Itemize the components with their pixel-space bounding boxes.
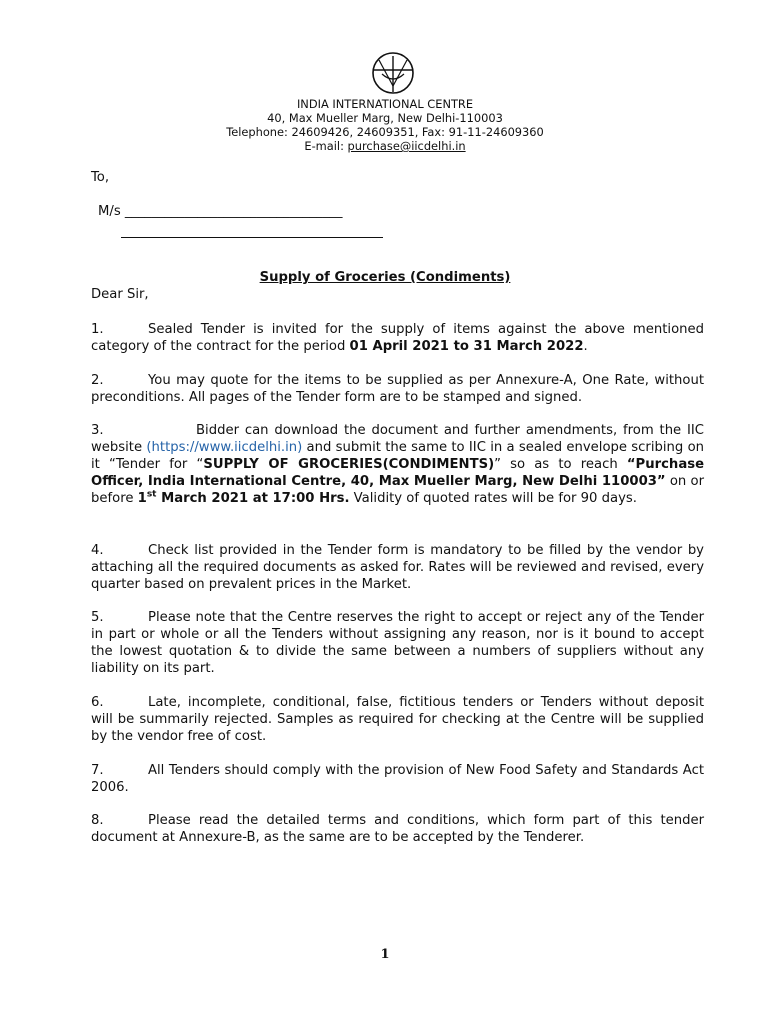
page-number: 1 <box>380 947 390 962</box>
paragraph-text: You may quote for the items to be supplied as per Annexure-A, One Rate, without preconditions. All pages of the Tender form are to be stamped and signed. <box>91 373 704 405</box>
org-address: 40, Max Mueller Marg, New Delhi-110003 <box>267 111 503 125</box>
deadline-date: March 2021 at 17:00 Hrs. <box>156 491 350 506</box>
salutation: Dear Sir, <box>91 287 149 302</box>
paragraph-text: Please note that the Centre reserves the right to accept or reject any of the Tender in part or whole or all the Tenders without assigning any reason, nor is it bound to accept the lowest quotation & to divide the same between a numbers of suppliers without any liability on its part. <box>91 610 704 676</box>
paragraph-number: 6. <box>91 695 104 710</box>
deadline-day: 1 <box>137 491 147 506</box>
letterhead <box>0 97 770 153</box>
paragraph-text: Sealed Tender is invited for the supply of items against the above mentioned category of the contract for the period <box>91 322 704 354</box>
contract-period: 01 April 2021 to 31 March 2022 <box>349 339 584 354</box>
email-label: E-mail: <box>304 139 348 153</box>
paragraph-text: Please read the detailed terms and conditions, which form part of this tender document at Annexure-B, as the same are to be accepted by the Tenderer. <box>91 813 704 845</box>
iic-emblem-logo <box>370 50 416 96</box>
paragraph-number: 1. <box>91 322 104 337</box>
paragraph-8 <box>91 812 704 846</box>
paragraph-5 <box>91 609 704 677</box>
paragraph-number: 8. <box>91 813 104 828</box>
paragraph-text: ” so as to reach <box>494 457 627 472</box>
paragraph-text: Validity of quoted rates will be for 90 days. <box>349 491 637 506</box>
paragraph-7 <box>91 762 704 796</box>
paragraph-1 <box>91 321 704 355</box>
paragraph-text: Check list provided in the Tender form is mandatory to be filled by the vendor by attaching all the required documents as asked for. Rates will be reviewed and revised, every quarter based on prevalent prices in the Market. <box>91 543 704 592</box>
website-link[interactable]: (https://www.iicdelhi.in) <box>146 440 303 455</box>
paragraph-text: and submit the same to IIC in a sealed envelope scribing on it “Tender for “ <box>91 440 704 472</box>
org-name: INDIA INTERNATIONAL CENTRE <box>296 97 474 111</box>
paragraph-text: on or before <box>91 474 704 506</box>
submission-address: “Purchase Officer, India International Centre, 40, Max Mueller Marg, New Delhi 110003” <box>91 457 705 489</box>
email-link[interactable]: purchase@iicdelhi.in <box>347 139 466 153</box>
paragraph-number: 3. <box>91 423 104 438</box>
tender-title: SUPPLY OF GROCERIES(CONDIMENTS) <box>203 457 495 472</box>
ms-line: M/s _________________________________ <box>98 204 343 219</box>
paragraph-number: 7. <box>91 763 104 778</box>
paragraph-4 <box>91 542 704 593</box>
to-line: To, <box>91 170 110 185</box>
paragraph-3 <box>91 422 704 507</box>
deadline-ordinal: st <box>146 489 157 500</box>
paragraph-6 <box>91 694 704 745</box>
paragraph-number: 5. <box>91 610 104 625</box>
paragraph-number: 4. <box>91 543 104 558</box>
paragraph-text: Bidder can download the document and further amendments, from the IIC website <box>91 423 704 455</box>
subject-heading: Supply of Groceries (Condiments) <box>259 270 511 285</box>
org-telephone: Telephone: 24609426, 24609351, Fax: 91-11-24609360 <box>226 125 544 139</box>
paragraph-text: Late, incomplete, conditional, false, fictitious tenders or Tenders without deposit will be summarily rejected. Samples as required for checking at the Centre will be supplied by the vendor free of cost. <box>91 695 704 744</box>
org-email-line <box>0 139 770 153</box>
paragraph-end: . <box>583 339 588 354</box>
paragraph-number: 2. <box>91 373 104 388</box>
paragraph-2 <box>91 372 704 406</box>
paragraph-text: All Tenders should comply with the provision of New Food Safety and Standards Act 2006. <box>91 763 704 795</box>
address-blank-line <box>121 237 383 238</box>
